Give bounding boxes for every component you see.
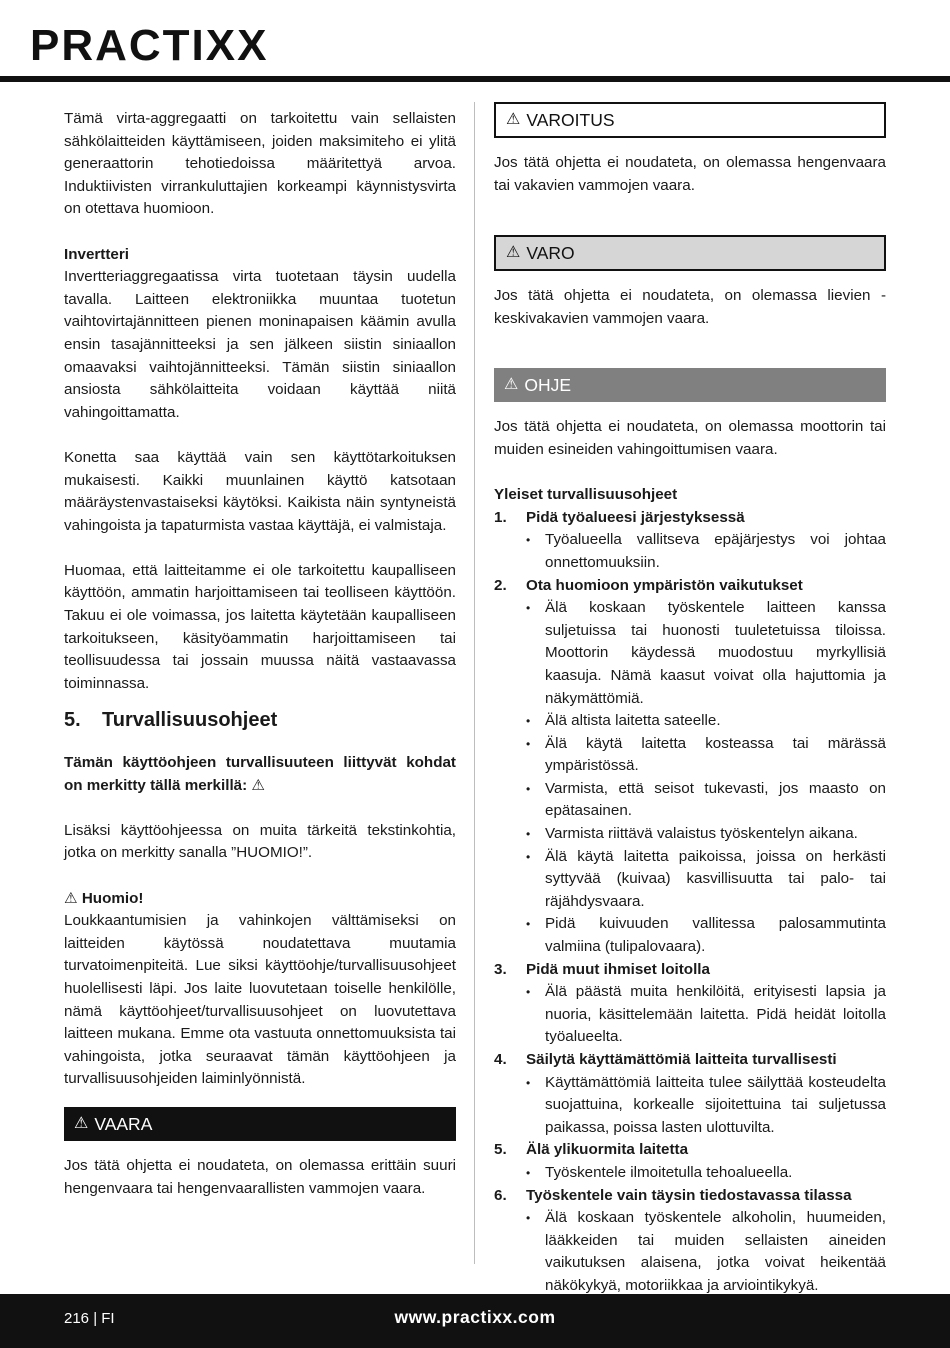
varoitus-text: Jos tätä ohjetta ei noudateta, on olemassa hengenvaara tai vakavien vammojen vaara. [494, 154, 886, 194]
safety-item-number: 5. [494, 1141, 507, 1159]
safety-item-number: 4. [494, 1051, 507, 1068]
bullet-text: Älä käytä laitetta kosteassa tai märässä ympäristössä. [545, 734, 886, 775]
safety-item-heading [494, 507, 886, 530]
ohje-text: Jos tätä ohjetta ei noudateta, on olemassa moottorin tai muiden esineiden vahingoittumisen vaara. [494, 418, 886, 458]
safety-item-title: Pidä muut ihmiset loitolla [526, 960, 710, 978]
bullet-item [494, 710, 886, 733]
ohje-label: OHJE [524, 375, 572, 396]
bullet-dot-icon: • [526, 781, 531, 796]
bullet-text: Käyttämättömiä laitteita tulee säilyttää kosteudelta suojattuina, korkealle sijoitettuina tai suljetussa paikassa, poissa lasten ulottuvilta. [545, 1073, 886, 1136]
bullet-text: Varmista riittävä valaistus työskentelyn aikana. [545, 825, 858, 843]
section-title: Turvallisuusohjeet [102, 709, 278, 732]
vaara-label: VAARA [94, 1113, 153, 1134]
bullet-item [494, 981, 886, 1049]
column-divider [474, 102, 475, 1264]
huomio-title: ⚠ Huomio! [64, 889, 144, 907]
right-column [494, 102, 886, 1298]
safety-list [494, 507, 886, 1298]
paragraph-intended-use: Tämä virta-aggregaatti on tarkoitettu vain sellaisten sähkölaitteiden käyttämiseen, joiden maksimiteho ei ylitä generaattorin tehotiedoissa määritettyä arvoa. Induktiivisten virrankuluttajien korkeampi käynnistysvirta on otettava huomioon. [64, 110, 456, 218]
vaara-box [64, 1107, 456, 1141]
bullet-item [494, 913, 886, 958]
bullet-dot-icon: • [526, 1211, 531, 1226]
paragraph-use-restriction: Konetta saa käyttää vain sen käyttötarkoituksen mukaisesti. Kaikki muunlainen käyttö katsotaan määräystenvastaiseksi käytöksi. Kaikista näin syntyneistä vahingoista ja tapaturmista vastaa käyttäjä, ei valmistaja. [64, 448, 456, 534]
safety-item-number: 6. [494, 1186, 507, 1204]
header-rule [0, 76, 950, 82]
bullet-text: Älä koskaan työskentele alkoholin, huumeiden, lääkkeiden tai muiden sellaisten aineiden vaikutuksen alaisena, jotka voivat heikentää näkökykyä, motoriikkaa ja arviointikykyä. [545, 1209, 886, 1294]
bullet-dot-icon: • [526, 1075, 531, 1090]
bullet-item [494, 1207, 886, 1297]
bullet-text: Työskentele ilmoitetulla tehoalueella. [545, 1163, 793, 1181]
safety-intro: Tämän käyttöohjeen turvallisuuteen liittyvät kohdat on merkitty tällä merkillä: ⚠ [64, 754, 456, 794]
ohje-box [494, 368, 886, 402]
bullet-dot-icon: • [526, 827, 531, 842]
bullet-text: Varmista, että seisot tukevasti, jos maasto on epätasainen. [545, 779, 886, 820]
bullet-item [494, 1162, 886, 1185]
bullet-text: Pidä kuivuuden vallitessa palosammutinta valmiina (tulipalovaara). [545, 915, 886, 956]
bullet-item [494, 1072, 886, 1140]
bullet-text: Älä päästä muita henkilöitä, erityisesti lapsia ja nuoria, käsittelemään laitetta. Pidä heidät loitolla työalueelta. [545, 983, 886, 1046]
paragraph-huomio-note: Lisäksi käyttöohjeessa on muita tärkeitä tekstinkohtia, jotka on merkitty sanalla ”HUOMIO!”. [64, 821, 456, 862]
footer [0, 1294, 950, 1348]
bullet-dot-icon: • [526, 849, 531, 864]
logo-text: PRACTIXX [30, 21, 269, 70]
safety-item-heading [494, 1185, 886, 1208]
safety-item-title: Pidä työalueesi järjestyksessä [526, 508, 745, 526]
bullet-dot-icon: • [526, 714, 531, 729]
safety-item-number: 3. [494, 960, 507, 978]
bullet-dot-icon: • [526, 601, 531, 616]
general-safety-title: Yleiset turvallisuusohjeet [494, 486, 678, 504]
warning-triangle-icon: ⚠ [74, 1114, 89, 1132]
bullet-text: Älä koskaan työskentele laitteen kanssa suljetuissa tai huonosti tuuletetuissa tiloissa. Moottorin käydessä muodostuu myrkyllisiä kaasuja. Nämä kaasut voivat olla hajuttomia ja näkymättömiä. [545, 599, 886, 707]
safety-item-heading [494, 959, 886, 982]
safety-item-heading [494, 575, 886, 598]
bullet-item [494, 823, 886, 846]
bullet-item [494, 733, 886, 778]
bullet-list [494, 981, 886, 1049]
bullet-item [494, 846, 886, 914]
huomio-text: Loukkaantumisien ja vahinkojen välttämiseksi on laitteiden käytössä noudatettava muutamia turvatoimenpiteitä. Lue siksi käyttöohje/turvallisuusohjeet huolellisesti läpi. Jos laite luovutetaan toiselle henkilölle, nämä käyttöohjeet/turvallisuusohjeet on luovutettava laitteen mukana. Emme ota vastuuta onnettomuuksista tai vahingoista, jotka seuraavat tämän käyttöohjeen ja turvallisuusohjeiden laiminlyönnistä. [64, 912, 456, 1088]
paragraph-commercial-use: Huomaa, että laitteitamme ei ole tarkoitettu kaupalliseen käyttöön, ammatin harjoittamiseen tai teolliseen käyttöön. Takuu ei ole voimassa, jos laitetta käytetään kaupalliseen tarkoitukseen, käsityöammatin harjoittamiseen tai teollisuudessa tai jossain muussa näitä vastaavassa toiminnassa. [64, 561, 456, 692]
inverter-text: Invertteriaggregaatissa virta tuotetaan täysin uudella tavalla. Laitteen elektroniikka muuntaa tuotetun vaihtovirtajännitteen pienen moninapaisen käämin avulla ensin tasajännitteeksi ja sen jälkeen siistin siniaallon omaavaksi vaihtojännitteeksi. Tämän siistin siniaallon ansiosta sähkölaitteita voidaan käyttää niitä vahingoittamatta. [64, 268, 456, 421]
left-column [64, 108, 456, 1200]
safety-item-title: Ota huomioon ympäristön vaikutukset [526, 576, 803, 594]
website-url: www.practixx.com [394, 1307, 556, 1327]
bullet-list [494, 597, 886, 959]
bullet-item [494, 529, 886, 574]
bullet-list [494, 1162, 886, 1185]
varo-label: VARO [526, 242, 575, 263]
safety-item-number: 1. [494, 508, 507, 526]
safety-item-title: Työskentele vain täysin tiedostavassa tilassa [526, 1186, 852, 1204]
bullet-dot-icon: • [526, 1165, 531, 1180]
section-number: 5. [64, 709, 81, 732]
bullet-text: Älä altista laitetta sateelle. [545, 712, 721, 730]
bullet-dot-icon: • [526, 985, 531, 1000]
varo-text: Jos tätä ohjetta ei noudateta, on olemassa lievien - keskivakavien vammojen vaara. [494, 287, 886, 327]
bullet-list [494, 529, 886, 574]
bullet-list [494, 1207, 886, 1297]
bullet-dot-icon: • [526, 533, 531, 548]
varoitus-label: VAROITUS [526, 109, 615, 130]
page-number: 216 | FI [64, 1310, 115, 1327]
warning-triangle-icon: ⚠ [506, 243, 521, 261]
practixx-logo [30, 14, 330, 76]
varo-box [494, 235, 886, 271]
bullet-text: Työalueella vallitseva epäjärjestys voi johtaa onnettomuuksiin. [545, 531, 886, 571]
safety-item-title: Säilytä käyttämättömiä laitteita turvallisesti [526, 1051, 837, 1068]
safety-item-heading [494, 1139, 886, 1162]
safety-item-title: Älä ylikuormita laitetta [526, 1141, 689, 1159]
vaara-text: Jos tätä ohjetta ei noudateta, on olemassa erittäin suuri hengenvaara tai hengenvaarallisten vammojen vaara. [64, 1156, 456, 1197]
bullet-text: Älä käytä laitetta paikoissa, joissa on herkästi syttyvää (kuivaa) kasvillisuutta tai palo- tai räjähdysvaara. [545, 847, 886, 910]
bullet-list [494, 1072, 886, 1140]
inverter-title: Invertteri [64, 245, 129, 263]
safety-item-number: 2. [494, 576, 507, 594]
bullet-dot-icon: • [526, 736, 531, 751]
bullet-item [494, 597, 886, 710]
section-heading [64, 709, 456, 732]
safety-item-heading [494, 1049, 886, 1072]
warning-triangle-icon: ⚠ [506, 110, 521, 128]
bullet-item [494, 778, 886, 823]
warning-triangle-icon: ⚠ [504, 376, 519, 394]
varoitus-box [494, 102, 886, 138]
bullet-dot-icon: • [526, 917, 531, 932]
